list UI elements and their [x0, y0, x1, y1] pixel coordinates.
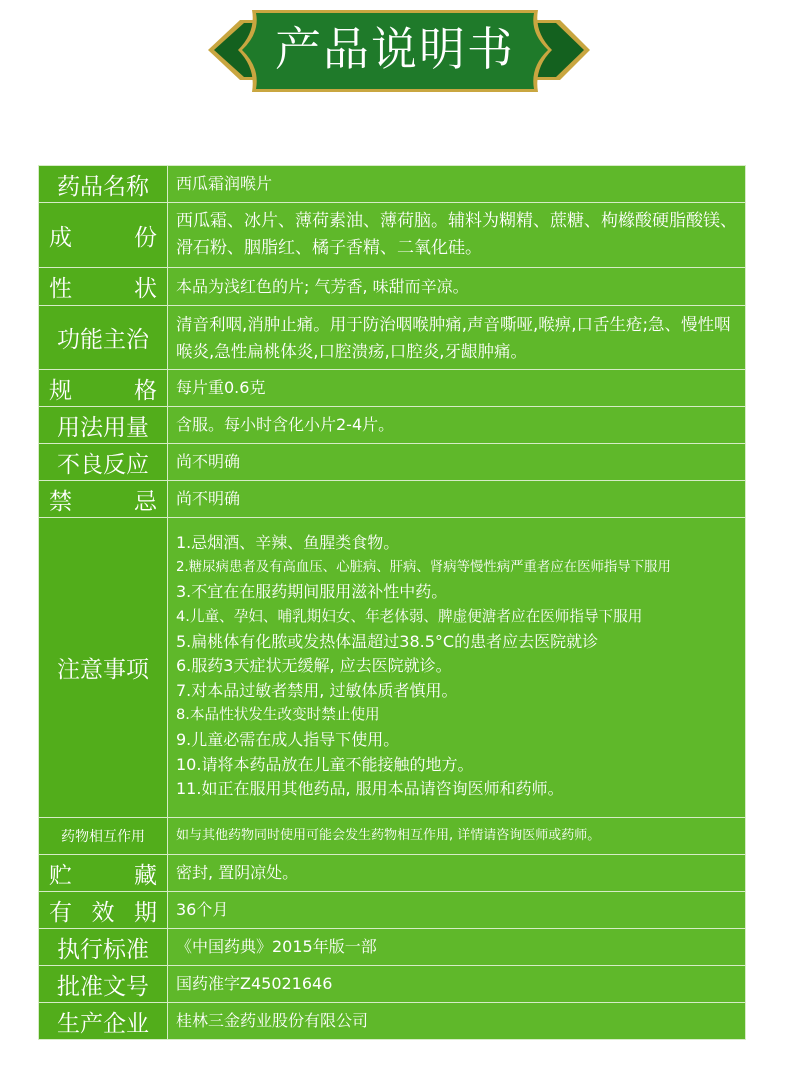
title-banner [0, 0, 790, 110]
list-item: 2.糖尿病患者及有高血压、心脏病、肝病、肾病等慢性病严重者应在医师指导下服用 [176, 559, 671, 575]
row-value: 桂林三金药业股份有限公司 [168, 1003, 746, 1040]
row-value: 清音利咽,消肿止痛。用于防治咽喉肿痛,声音嘶哑,喉痹,口舌生疮;急、慢性咽喉炎,急性扁桃体炎,口腔溃疡,口腔炎,牙龈肿痛。 [168, 306, 746, 370]
list-item: 7.对本品过敏者禁用, 过敏体质者慎用。 [176, 680, 458, 700]
row-label: 注意事项 [39, 518, 168, 818]
row-label: 功能主治 [39, 306, 168, 370]
row-value: 国药准字Z45021646 [168, 966, 746, 1003]
row-label: 禁 忌 [39, 481, 168, 518]
row-storage [39, 855, 746, 892]
list-item: 4.儿童、孕妇、哺乳期妇女、年老体弱、脾虚便溏者应在医师指导下服用 [176, 608, 643, 626]
spec-table [38, 165, 746, 1040]
row-dosage [39, 407, 746, 444]
row-drug-name [39, 166, 746, 203]
row-value: 西瓜霜润喉片 [168, 166, 746, 203]
row-drug-interactions [39, 818, 746, 855]
row-contraindications [39, 481, 746, 518]
row-manufacturer [39, 1003, 746, 1040]
row-adverse-reactions [39, 444, 746, 481]
row-label: 有 效 期 [39, 892, 168, 929]
row-validity [39, 892, 746, 929]
row-value: 每片重0.6克 [168, 370, 746, 407]
row-precautions [39, 518, 746, 818]
row-label: 生产企业 [39, 1003, 168, 1040]
page-title: 产品说明书 [275, 22, 515, 76]
row-ingredients [39, 203, 746, 268]
row-label: 性 状 [39, 268, 168, 306]
row-standard [39, 929, 746, 966]
row-approval-number [39, 966, 746, 1003]
row-value: 密封, 置阴凉处。 [168, 855, 746, 892]
list-item: 6.服药3天症状无缓解, 应去医院就诊。 [176, 656, 452, 676]
row-label: 规 格 [39, 370, 168, 407]
row-label: 不良反应 [39, 444, 168, 481]
row-label: 药物相互作用 [39, 818, 168, 855]
list-item: 11.如正在服用其他药品, 服用本品请咨询医师和药师。 [176, 779, 564, 799]
precautions-list [176, 527, 739, 808]
list-item: 8.本品性状发生改变时禁止使用 [176, 706, 380, 724]
row-spec [39, 370, 746, 407]
row-value: 西瓜霜、冰片、薄荷素油、薄荷脑。辅料为糊精、蔗糖、枸橼酸硬脂酸镁、滑石粉、胭脂红、橘子香精、二氧化硅。 [168, 203, 746, 268]
list-item: 9.儿童必需在成人指导下使用。 [176, 729, 400, 749]
row-label: 用法用量 [39, 407, 168, 444]
row-value: 《中国药典》2015年版一部 [168, 929, 746, 966]
row-value: 尚不明确 [168, 481, 746, 518]
list-item: 5.扁桃体有化脓或发热体温超过38.5°C的患者应去医院就诊 [176, 631, 599, 651]
row-label: 执行标准 [39, 929, 168, 966]
row-label: 批准文号 [39, 966, 168, 1003]
row-value [168, 518, 746, 818]
row-label: 成 份 [39, 203, 168, 268]
row-value: 含服。每小时含化小片2-4片。 [168, 407, 746, 444]
row-label: 贮 藏 [39, 855, 168, 892]
row-function [39, 306, 746, 370]
row-value: 36个月 [168, 892, 746, 929]
row-value: 尚不明确 [168, 444, 746, 481]
list-item: 3.不宜在在服药期间服用滋补性中药。 [176, 582, 448, 602]
row-label: 药品名称 [39, 166, 168, 203]
row-appearance [39, 268, 746, 306]
row-value: 本品为浅红色的片; 气芳香, 味甜而辛凉。 [168, 268, 746, 306]
list-item: 1.忌烟酒、辛辣、鱼腥类食物。 [176, 533, 400, 553]
list-item: 10.请将本药品放在儿童不能接触的地方。 [176, 754, 474, 774]
row-value: 如与其他药物同时使用可能会发生药物相互作用, 详情请咨询医师或药师。 [168, 818, 746, 855]
